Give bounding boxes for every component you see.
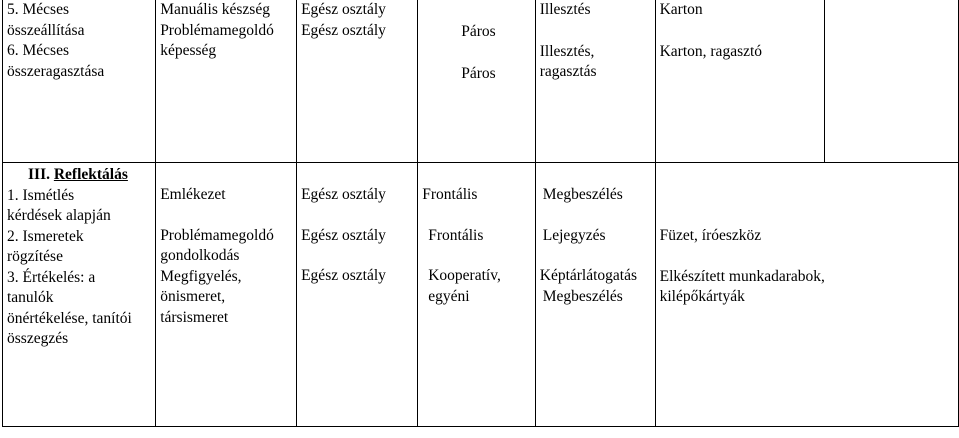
tools-line: Karton: [659, 1, 703, 18]
skill-line: önismeret,: [160, 288, 226, 305]
activity-line: összeragasztása: [7, 62, 105, 80]
section-number: III.: [28, 166, 50, 183]
method-line: ragasztás: [539, 63, 597, 80]
tools-line: Elkészített munkadarabok,: [659, 267, 825, 285]
tools-cell: [655, 0, 825, 163]
table-row: [3, 0, 959, 163]
skill-cell: [156, 0, 297, 163]
activity-line: összeállítása: [7, 21, 85, 39]
method-line: Illesztés,: [539, 42, 595, 60]
work-form-cell: [418, 0, 536, 163]
activity-line: 5. Mécses: [7, 1, 69, 18]
method-line: Megbeszélés: [542, 287, 623, 305]
skill-line: Problémamegoldó: [160, 226, 274, 244]
lesson-plan-table: [2, 0, 959, 427]
activity-line: 3. Értékelés: a: [7, 268, 96, 286]
organization-line: Egész osztály: [301, 226, 386, 244]
work-form-line: Frontális: [428, 226, 484, 244]
activity-cell: [3, 0, 156, 163]
organization-line: Egész osztály: [301, 267, 386, 284]
method-cell: [535, 163, 655, 427]
method-line: Illesztés: [539, 1, 591, 18]
table-row: [3, 163, 959, 427]
work-form-cell: [418, 163, 536, 427]
activity-line: 1. Ismétlés: [7, 186, 75, 204]
work-form-line: Páros: [461, 23, 496, 40]
organization-cell: [297, 163, 418, 427]
activity-line: 2. Ismeretek: [7, 227, 84, 245]
organization-cell: [297, 0, 418, 163]
method-cell: [535, 0, 655, 163]
tools-line: Füzet, íróeszköz: [659, 227, 762, 244]
skill-line: Manuális készség: [160, 1, 270, 18]
activity-line: kérdések alapján: [7, 207, 111, 224]
work-form-line: egyéni: [428, 287, 470, 305]
skill-line: Emlékezet: [160, 186, 226, 203]
work-form-line: Kooperatív,: [428, 267, 501, 284]
skill-line: társismeret: [160, 308, 229, 326]
skill-line: Megfigyelés,: [160, 267, 242, 285]
organization-line: Egész osztály: [301, 1, 386, 18]
empty-cell: [825, 163, 959, 427]
organization-line: Egész osztály: [301, 186, 386, 203]
activity-line: összegzés: [7, 330, 69, 347]
tools-line: kilépőkártyák: [659, 288, 745, 305]
method-line: Képtárlátogatás: [539, 267, 638, 284]
method-line: Megbeszélés: [542, 186, 623, 203]
activity-line: önértékelése, tanítói: [7, 309, 132, 327]
section-title: Reflektálás: [53, 166, 128, 183]
method-line: Lejegyzés: [542, 226, 606, 244]
organization-line: Egész osztály: [301, 21, 386, 39]
empty-cell: [825, 0, 959, 163]
skill-line: gondolkodás: [160, 247, 240, 264]
activity-cell: [3, 163, 156, 427]
activity-line: rögzítése: [7, 248, 63, 265]
activity-line: tanulók: [7, 289, 54, 306]
activity-line: 6. Mécses: [7, 42, 69, 59]
work-form-line: Frontális: [422, 186, 478, 203]
skill-cell: [156, 163, 297, 427]
tools-line: Karton, ragasztó: [659, 42, 763, 60]
skill-line: Problémamegoldó: [160, 21, 274, 39]
skill-line: képesség: [160, 42, 217, 59]
work-form-line: Páros: [461, 64, 496, 82]
section-heading: [7, 165, 155, 186]
tools-cell: [655, 163, 825, 427]
